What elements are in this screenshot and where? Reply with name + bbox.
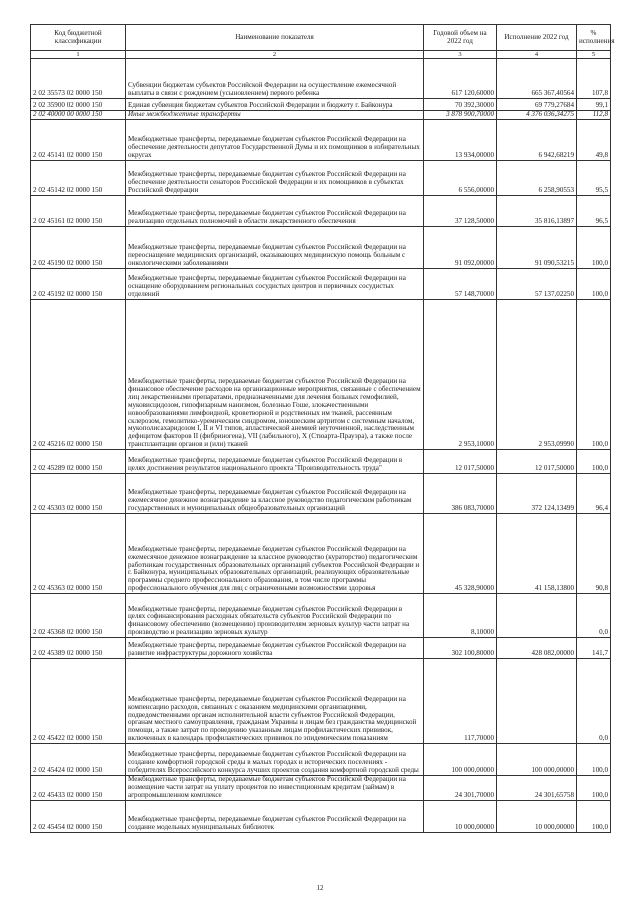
row-exec: 4 376 036,34275 [497, 111, 577, 120]
row-plan: 24 301,70000 [424, 776, 497, 801]
row-code: 2 02 45389 02 0000 150 [31, 638, 126, 659]
row-exec: 57 137,02250 [497, 269, 577, 300]
row-plan: 13 934,00000 [424, 120, 497, 161]
row-pct: 49,8 [577, 120, 611, 161]
header-row [31, 25, 611, 51]
row-exec: 24 301,65758 [497, 776, 577, 801]
row-exec: 10 000,00000 [497, 801, 577, 833]
row-plan: 45 328,90000 [424, 514, 497, 594]
table-body [31, 59, 611, 833]
row-code: 2 02 45141 02 0000 150 [31, 120, 126, 161]
table-row [31, 659, 611, 744]
column-index-row [31, 51, 611, 59]
table-row [31, 227, 611, 269]
table-row [31, 594, 611, 638]
row-code: 2 02 45422 02 0000 150 [31, 659, 126, 744]
row-plan: 8,10000 [424, 594, 497, 638]
row-code: 2 02 45192 02 0000 150 [31, 269, 126, 300]
header-name: Наименование показателя [126, 25, 424, 51]
row-code: 2 02 45363 02 0000 150 [31, 514, 126, 594]
row-pct: 141,7 [577, 638, 611, 659]
row-plan: 2 953,10000 [424, 300, 497, 450]
column-index: 5 [577, 51, 611, 59]
row-pct: 100,0 [577, 227, 611, 269]
row-name: Межбюджетные трансферты, передаваемые бюджетам субъектов Российской Федерации на финансовое обеспечение расходов на организационные мероприятия, связанные с обеспечением лиц лекарственными препаратами, предназначенными для лечения больных гемофилией, муковисцидозом, гипофизарным нанизмом, болезнью Гоше, злокачественными новообразованиями лимфоидной, кроветворной и родственных им тканей, рассеянным склерозом, гемолитико-уремическим синдромом, юношеским артритом с системным началом, мукополисахаридозом I, II и VI типов, апластической анемией неуточненной, наследственным дефицитом факторов II (фибриногена), VII (лабильного), X (Стюарта-Прауэра), а также после трансплантации органов и (или) тканей [126, 300, 424, 450]
row-name: Межбюджетные трансферты, передаваемые бюджетам субъектов Российской Федерации на создание модельных муниципальных библиотек [126, 801, 424, 833]
row-pct: 99,1 [577, 99, 611, 111]
row-exec [497, 594, 577, 638]
row-name: Межбюджетные трансферты, передаваемые бюджетам субъектов Российской Федерации на возмещение части затрат на уплату процентов по инвестиционным кредитам (займам) в агропромышленном комплексе [126, 776, 424, 801]
row-pct: 107,8 [577, 59, 611, 99]
budget-execution-table [30, 24, 615, 833]
column-index: 4 [497, 51, 577, 59]
table-row [31, 99, 611, 111]
header-exec: Исполнение 2022 год [497, 25, 577, 51]
row-exec: 100 000,00000 [497, 744, 577, 776]
row-pct: 0,0 [577, 594, 611, 638]
row-code: 2 02 45454 02 0000 150 [31, 801, 126, 833]
row-pct: 100,0 [577, 269, 611, 300]
row-exec: 428 082,00000 [497, 638, 577, 659]
row-exec: 2 953,09990 [497, 300, 577, 450]
table-row [31, 776, 611, 801]
table-row [31, 474, 611, 514]
row-exec [497, 659, 577, 744]
row-code: 2 02 45289 02 0000 150 [31, 450, 126, 474]
row-pct: 96,4 [577, 474, 611, 514]
row-exec: 91 090,53215 [497, 227, 577, 269]
header-pct: % исполнения [577, 25, 611, 51]
row-pct: 100,0 [577, 744, 611, 776]
row-code: 2 02 45303 02 0000 150 [31, 474, 126, 514]
row-exec: 41 158,13800 [497, 514, 577, 594]
table-row [31, 300, 611, 450]
table-row [31, 638, 611, 659]
row-pct: 100,0 [577, 300, 611, 450]
row-plan: 386 083,70000 [424, 474, 497, 514]
row-name: Межбюджетные трансферты, передаваемые бюджетам субъектов Российской Федерации на компенсацию расходов, связанных с оказанием медицинскими организациями, подведомственными органам исполнительной власти субъектов Российской Федерации, органам местного самоуправления, гражданам Украины и лицам без гражданства медицинской помощи, а также затрат по проведению указанным лицам профилактических прививок, включенных в календарь профилактических прививок по эпидемическим показаниям [126, 659, 424, 744]
row-exec: 69 779,27684 [497, 99, 577, 111]
row-exec: 6 942,68219 [497, 120, 577, 161]
row-plan: 6 556,00000 [424, 161, 497, 196]
page-number: 12 [316, 884, 324, 892]
row-exec: 35 816,13897 [497, 196, 577, 227]
row-plan: 100 000,00000 [424, 744, 497, 776]
row-pct: 0,0 [577, 659, 611, 744]
row-name: Межбюджетные трансферты, передаваемые бюджетам субъектов Российской Федерации на реализацию отдельных полномочий в области лекарственного обеспечения [126, 196, 424, 227]
table-row [31, 450, 611, 474]
table-row [31, 59, 611, 99]
row-name: Межбюджетные трансферты, передаваемые бюджетам субъектов Российской Федерации в целях софинансирования расходных обязательств субъектов Российской Федерации по финансовому обеспечению (возмещению) производителям зерновых культур части затрат на производство и реализацию зерновых культур [126, 594, 424, 638]
table-row [31, 161, 611, 196]
row-plan: 57 148,70000 [424, 269, 497, 300]
row-code: 2 02 45161 02 0000 150 [31, 196, 126, 227]
row-name: Межбюджетные трансферты, передаваемые бюджетам субъектов Российской Федерации на развитие инфраструктуры дорожного хозяйства [126, 638, 424, 659]
header-plan: Годовой объем на 2022 год [424, 25, 497, 51]
header-code: Код бюджетной классификации [31, 25, 126, 51]
row-pct: 112,8 [577, 111, 611, 120]
row-pct: 100,0 [577, 801, 611, 833]
table-row [31, 269, 611, 300]
row-plan: 3 878 900,70000 [424, 111, 497, 120]
row-code: 2 02 45190 02 0000 150 [31, 227, 126, 269]
row-plan: 91 092,00000 [424, 227, 497, 269]
row-pct: 100,0 [577, 450, 611, 474]
row-name: Межбюджетные трансферты, передаваемые бюджетам субъектов Российской Федерации на обеспечение деятельности сенаторов Российской Федерации и их помощников в субъектах Российской Федерации [126, 161, 424, 196]
row-code: 2 02 45216 02 0000 150 [31, 300, 126, 450]
table-row [31, 111, 611, 120]
table-row [31, 744, 611, 776]
row-plan: 70 392,30000 [424, 99, 497, 111]
row-name: Межбюджетные трансферты, передаваемые бюджетам субъектов Российской Федерации в целях достижения результатов национального проекта "Производительность труда" [126, 450, 424, 474]
row-exec: 665 367,40564 [497, 59, 577, 99]
row-pct: 100,0 [577, 776, 611, 801]
row-exec: 12 017,50000 [497, 450, 577, 474]
row-name: Единая субвенция бюджетам субъектов Российской Федерации и бюджету г. Байконура [126, 99, 424, 111]
row-plan: 10 000,00000 [424, 801, 497, 833]
row-code: 2 02 35573 02 0000 150 [31, 59, 126, 99]
row-plan: 12 017,50000 [424, 450, 497, 474]
row-plan: 117,70000 [424, 659, 497, 744]
table-row [31, 120, 611, 161]
table-row [31, 196, 611, 227]
row-name: Межбюджетные трансферты, передаваемые бюджетам субъектов Российской Федерации на ежемесячное денежное вознаграждение за классное руководство (кураторство) педагогическим работникам государственных образовательных организаций субъектов Российской Федерации и г. Байконура, муниципальных образовательных организаций, реализующих образовательные программы среднего профессионального образования, в том числе программы профессионального обучения для лиц с ограниченными возможностями здоровья [126, 514, 424, 594]
row-name: Межбюджетные трансферты, передаваемые бюджетам субъектов Российской Федерации на ежемесячное денежное вознаграждение за классное руководство педагогическим работникам государственных и муниципальных общеобразовательных организаций [126, 474, 424, 514]
row-exec: 6 258,90553 [497, 161, 577, 196]
column-index: 2 [126, 51, 424, 59]
row-exec: 372 124,13499 [497, 474, 577, 514]
row-name: Межбюджетные трансферты, передаваемые бюджетам субъектов Российской Федерации на создание комфортной городской среды в малых городах и исторических поселениях - победителях Всероссийского конкурса лучших проектов создания комфортной городской среды [126, 744, 424, 776]
row-name: Межбюджетные трансферты, передаваемые бюджетам субъектов Российской Федерации на обеспечение деятельности депутатов Государственной Думы и их помощников в избирательных округах [126, 120, 424, 161]
column-index: 1 [31, 51, 126, 59]
row-code: 2 02 45433 02 0000 150 [31, 776, 126, 801]
row-pct: 90,8 [577, 514, 611, 594]
row-plan: 302 100,80000 [424, 638, 497, 659]
row-code: 2 02 40000 00 0000 150 [31, 111, 126, 120]
row-name: Межбюджетные трансферты, передаваемые бюджетам субъектов Российской Федерации на переоснащение медицинских организаций, оказывающих медицинскую помощь больным с онкологическими заболеваниями [126, 227, 424, 269]
row-name: Субвенции бюджетам субъектов Российской Федерации на осуществление ежемесячной выплаты в связи с рождением (усыновлением) первого ребенка [126, 59, 424, 99]
row-code: 2 02 45368 02 0000 150 [31, 594, 126, 638]
row-code: 2 02 45142 02 0000 150 [31, 161, 126, 196]
column-index: 3 [424, 51, 497, 59]
row-name: Межбюджетные трансферты, передаваемые бюджетам субъектов Российской Федерации на оснащение оборудованием региональных сосудистых центров и первичных сосудистых отделений [126, 269, 424, 300]
row-code: 2 02 35900 02 0000 150 [31, 99, 126, 111]
row-name: Иные межбюджетные трансферты [126, 111, 424, 120]
row-code: 2 02 45424 02 0000 150 [31, 744, 126, 776]
table-row [31, 514, 611, 594]
row-plan: 37 128,50000 [424, 196, 497, 227]
row-plan: 617 120,60000 [424, 59, 497, 99]
row-pct: 96,5 [577, 196, 611, 227]
table-row [31, 801, 611, 833]
row-pct: 95,5 [577, 161, 611, 196]
